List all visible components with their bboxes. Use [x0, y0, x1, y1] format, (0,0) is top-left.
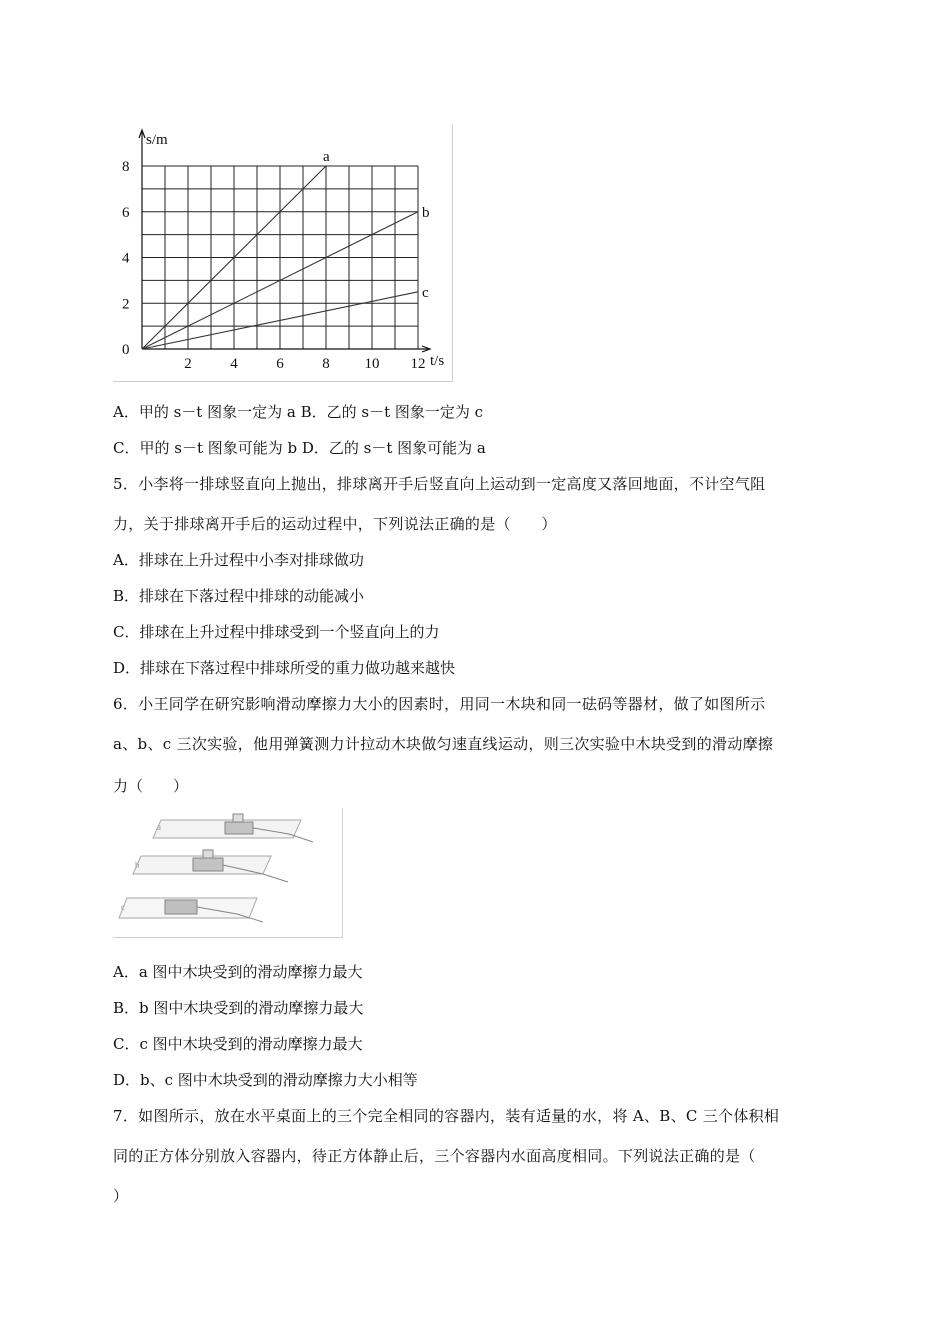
q6-stem-line2: a、b、c 三次实验，他用弹簧测力计拉动木块做匀速直线运动，则三次实验中木块受到的滑动摩擦	[113, 735, 774, 753]
x-axis-label: t/s	[430, 353, 445, 369]
figure-label-b: b	[135, 860, 140, 870]
friction-experiment-figure	[113, 808, 343, 938]
x-tick-label: 4	[230, 356, 238, 372]
figure-label-a: a	[157, 822, 161, 832]
q5-stem-line2: 力，关于排球离开手后的运动过程中，下列说法正确的是（ ）	[113, 515, 557, 533]
y-axis-label: s/m	[146, 132, 168, 148]
x-tick-label: 10	[364, 356, 380, 372]
y-tick-label: 8	[122, 159, 130, 175]
q4-option-ab: A．甲的 s－t 图象一定为 a B．乙的 s－t 图象一定为 c	[113, 403, 484, 421]
q7-stem-line3: ）	[113, 1187, 129, 1205]
figure-label-c: c	[121, 902, 125, 912]
y-tick-label: 6	[122, 204, 130, 221]
q4-option-cd: C．甲的 s－t 图象可能为 b D．乙的 s－t 图象可能为 a	[113, 439, 486, 457]
q7-stem-line1: 7．如图所示，放在水平桌面上的三个完全相同的容器内，装有适量的水，将 A、B、C 三个体积相	[113, 1107, 780, 1125]
q6-option-c: C．c 图中木块受到的滑动摩擦力最大	[113, 1035, 363, 1053]
st-chart	[113, 124, 453, 382]
y-tick-label: 2	[122, 296, 130, 313]
chart-grid	[142, 166, 418, 349]
x-tick-label: 6	[276, 356, 284, 372]
q5-option-d: D．排球在下落过程中排球所受的重力做功越来越快	[113, 659, 456, 677]
series-label-a: a	[323, 149, 330, 165]
q7-stem-line2: 同的正方体分别放入容器内，待正方体静止后，三个容器内水面高度相同。下列说法正确的是（	[113, 1147, 756, 1165]
x-tick-label: 8	[322, 356, 330, 372]
q6-option-a: A．a 图中木块受到的滑动摩擦力最大	[113, 963, 363, 981]
q6-option-d: D．b、c 图中木块受到的滑动摩擦力大小相等	[113, 1071, 418, 1089]
chart-axes	[139, 130, 430, 352]
q6-stem-line1: 6．小王同学在研究影响滑动摩擦力大小的因素时，用同一木块和同一砝码等器材，做了如图所示	[113, 695, 766, 713]
series-label-b: b	[422, 204, 430, 221]
q6-option-b: B．b 图中木块受到的滑动摩擦力最大	[113, 999, 364, 1017]
friction-experiment-drawing	[113, 808, 343, 938]
q5-option-a: A．排球在上升过程中小李对排球做功	[113, 551, 364, 569]
q5-option-c: C．排球在上升过程中排球受到一个竖直向上的力	[113, 623, 440, 641]
q5-stem-line1: 5．小李将一排球竖直向上抛出，排球离开手后竖直向上运动到一定高度又落回地面，不计空气阻	[113, 475, 766, 493]
y-tick-label: 4	[122, 250, 130, 267]
x-tick-label: 12	[410, 356, 426, 372]
x-tick-label: 2	[184, 356, 192, 372]
series-label-c: c	[422, 284, 429, 301]
st-graph-figure	[113, 124, 453, 382]
q6-stem-line3: 力（ ）	[113, 777, 189, 795]
y-tick-label: 0	[122, 342, 130, 358]
q5-option-b: B．排球在下落过程中排球的动能减小	[113, 587, 365, 605]
chart-labels	[122, 132, 444, 372]
